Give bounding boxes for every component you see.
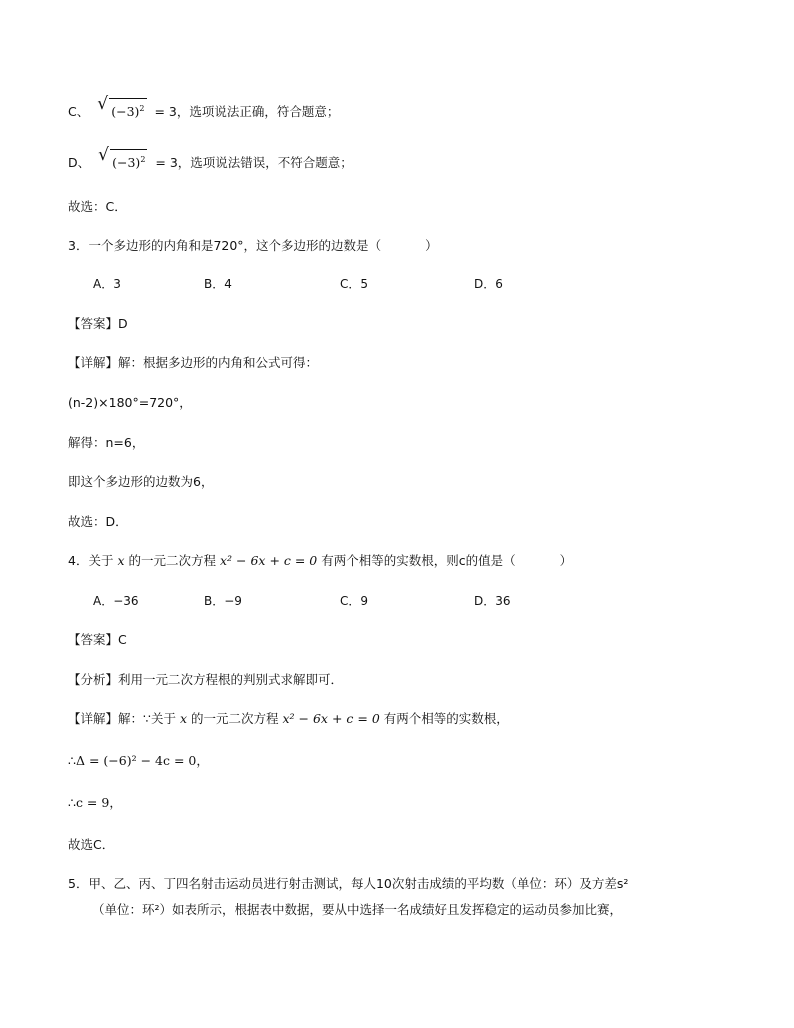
sqrt-expression-c: √ $(-3)^2$ [97,98,146,122]
q3-option-c: C．5 [340,277,369,291]
q4-answer: 【答案】C [68,632,127,647]
q4-variable-x: x [117,553,125,568]
question-5-line-1: 5．甲、乙、丙、丁四名射击运动员进行射击测试，每人10次射击成绩的平均数（单位：环）及方差s² [68,876,629,891]
q4-detail-variable-x: x [179,711,188,726]
q3-option-a: A．3 [93,277,121,291]
question-4 [68,551,572,571]
q4-close: ） [559,553,573,568]
q4-equation: x² − 6x + c = 0 [219,553,318,568]
q4-mid-text: 的一元二次方程 [128,553,216,568]
q4-discriminant: ∴Δ = (−6)² − 4c = 0， [68,753,209,768]
q4-c-value: ∴c = 9， [68,795,122,810]
q4-option-a: A．−36 [93,594,139,608]
q4-option-c: C．9 [340,594,369,608]
question-3 [68,236,438,256]
exponent-d: 2 [140,155,146,164]
q4-option-b: B．−9 [204,594,242,608]
option-d-text: ，选项说法错误，不符合题意； [177,155,353,171]
sqrt-expression-d: √ $(-3)^2$ [98,149,147,173]
q4-detail-prefix: 【详解】解：∵关于 [68,711,176,726]
option-d-explanation [68,145,353,173]
q3-detail: 【详解】解：根据多边形的内角和公式可得： [68,355,319,370]
q3-choose: 故选：D． [68,514,128,529]
q4-detail-post: 有两个相等的实数根， [383,711,509,726]
q4-detail [68,709,509,729]
q4-prefix: 4．关于 [68,553,114,568]
q3-option-b: B．4 [204,277,232,291]
option-c-explanation [68,94,340,122]
q4-detail-mid: 的一元二次方程 [191,711,279,726]
exponent-c: 2 [139,104,145,113]
equals-d: = 3 [155,155,178,171]
option-c-text: ，选项说法正确，符合题意； [176,104,340,120]
q3-answer: 【答案】D [68,316,128,331]
q3-conclusion: 即这个多边形的边数为6， [68,474,214,489]
q4-analysis: 【分析】利用一元二次方程根的判别式求解即可． [68,672,344,687]
question-3-text: 3．一个多边形的内角和是720°，这个多边形的边数是（ [68,238,382,253]
q4-detail-equation: x² − 6x + c = 0 [282,711,380,726]
q3-equation: (n-2)×180°=720°， [68,395,192,410]
q4-choose: 故选C． [68,837,115,852]
option-c-prefix: C、 [68,104,90,120]
q3-option-d: D．6 [474,277,503,291]
equals-c: = 3 [154,104,177,120]
question-3-close: ） [425,238,438,253]
q4-post-text: 有两个相等的实数根，则c的值是（ [321,553,516,568]
q4-option-d: D．36 [474,594,511,608]
question-5-line-2: （单位：环²）如表所示，根据表中数据，要从中选择一名成绩好且发挥稳定的运动员参加比赛， [92,902,623,917]
option-d-prefix: D、 [68,155,91,171]
q3-solution: 解得：n=6， [68,435,145,450]
radicand-d: (−3) [112,155,141,171]
radicand-c: (−3) [111,104,140,120]
choose-c-line: 故选：C． [68,199,127,214]
